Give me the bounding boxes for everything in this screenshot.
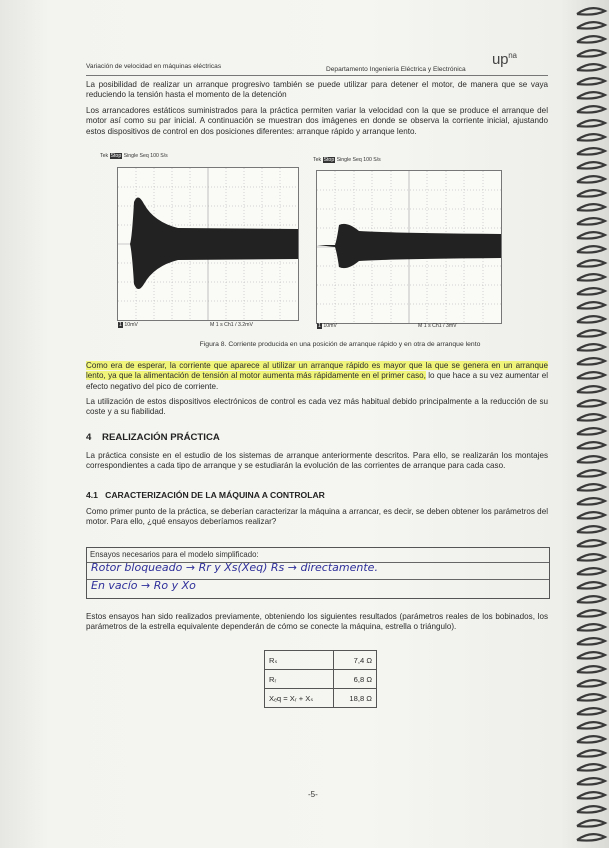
binding-ring xyxy=(577,176,605,182)
param-value: 6,8 Ω xyxy=(334,670,377,689)
binding-ring xyxy=(577,764,605,770)
binding-ring xyxy=(577,232,605,238)
binding-ring xyxy=(577,652,605,658)
scope1-grid xyxy=(118,168,298,320)
handwritten-line-1: Rotor bloqueado → Rr y Xs(Xeq) Rs → directamente. xyxy=(91,561,378,574)
param-value: 7,4 Ω xyxy=(334,651,377,670)
binding-ring xyxy=(577,260,605,266)
binding-ring xyxy=(577,162,605,168)
upna-logo xyxy=(492,51,517,68)
scope2-grid xyxy=(317,171,501,323)
scope2-status-text: Single Seq 100 S/s xyxy=(336,157,381,163)
binding-ring xyxy=(577,372,605,378)
parameters-table xyxy=(264,650,377,708)
binding-ring xyxy=(577,288,605,294)
binding-ring xyxy=(577,190,605,196)
binding-ring xyxy=(577,750,605,756)
scope2-status xyxy=(313,157,381,163)
binding-ring xyxy=(577,78,605,84)
binding-ring xyxy=(577,316,605,322)
scope2-readout xyxy=(317,323,337,329)
binding-ring xyxy=(577,8,605,14)
answer-box[interactable] xyxy=(86,547,550,599)
section-41-heading xyxy=(86,490,325,500)
param-key: Xₑq = Xᵣ + Xₛ xyxy=(265,689,334,708)
param-value: 18,8 Ω xyxy=(334,689,377,708)
scope1-ch: 1 xyxy=(119,322,122,328)
binding-ring xyxy=(577,456,605,462)
binding-ring xyxy=(577,218,605,224)
binding-ring xyxy=(577,134,605,140)
binding-ring xyxy=(577,722,605,728)
binding-ring xyxy=(577,638,605,644)
paragraph-3-rest: lo que hace a su vez aumentar el efecto negativo del pico de corriente. xyxy=(86,371,549,391)
binding-ring xyxy=(577,554,605,560)
paragraph-4: La utilización de estos dispositivos electrónicos de control es cada vez más habitual debido principalmente a la reducción de su coste y a su fiabilidad. xyxy=(86,397,548,417)
logo-main: up xyxy=(492,51,509,68)
binding-ring xyxy=(577,274,605,280)
page-number: -5- xyxy=(308,790,318,799)
scope1-mode: Stop xyxy=(110,153,122,159)
binding-ring xyxy=(577,708,605,714)
binding-ring xyxy=(577,526,605,532)
scope2-screen xyxy=(316,170,502,324)
binding-ring xyxy=(577,302,605,308)
scope2-timebase: M 1 s Ch1 / 3mV xyxy=(418,323,457,329)
table-row xyxy=(265,651,377,670)
table-row xyxy=(265,670,377,689)
binding-ring xyxy=(577,64,605,70)
binding-ring xyxy=(577,666,605,672)
binding-ring xyxy=(577,428,605,434)
table-row xyxy=(265,689,377,708)
param-key: Rᵣ xyxy=(265,670,334,689)
header-left: Variación de velocidad en máquinas eléctricas xyxy=(86,63,222,70)
answer-box-label: Ensayos necesarios para el modelo simplificado: xyxy=(90,550,259,559)
scope2-brand: Tek xyxy=(313,157,322,163)
binding-ring xyxy=(577,792,605,798)
binding-ring xyxy=(577,498,605,504)
binding-ring xyxy=(577,624,605,630)
section-4-number: 4 xyxy=(86,432,92,443)
scope2-scale: 10mV xyxy=(323,323,337,329)
paragraph-2: Los arrancadores estáticos suministrados para la práctica permiten variar la velocidad con la que se produce el arranque del motor así como su par inicial. A continuación se muestran dos imágenes en donde se observa la corriente inicial, ajustando estos dispositivos de control en dos posiciones diferentes: arranque rápido y arranque lento. xyxy=(86,106,548,136)
binding-ring xyxy=(577,834,605,840)
highlighted-text: Como era de esperar, la corriente que aparece al utilizar un arranque rápido es mayor que la que se genera en un arranque lento, ya que la alimentación de tensión al motor aumenta más rápidamente en el primer caso, xyxy=(86,361,548,381)
scope1-screen xyxy=(117,167,299,321)
binding-ring xyxy=(577,22,605,28)
section-41-title: CARACTERIZACIÓN DE LA MÁQUINA A CONTROLAR xyxy=(105,490,325,500)
scope2-mode: Stop xyxy=(323,157,335,163)
scope1-scale: 10mV xyxy=(124,322,138,328)
binding-ring xyxy=(577,512,605,518)
header-divider xyxy=(86,75,548,76)
scope1-timebase: M 1 s Ch1 / 3.2mV xyxy=(210,322,253,328)
binding-ring xyxy=(577,106,605,112)
figure-caption: Figura 8. Corriente producida en una posición de arranque rápido y en otra de arranque lento xyxy=(199,341,481,348)
handwritten-line-2: En vacío → Ro y Xo xyxy=(91,579,196,592)
binding-ring xyxy=(577,596,605,602)
paragraph-5: La práctica consiste en el estudio de los sistemas de arranque anteriormente descritos. Para ello, se realizarán los montajes correspondientes a cada tipo de arranque y se estudiarán la evolución de las corrientes de arranque para cada caso. xyxy=(86,451,548,471)
binding-ring xyxy=(577,204,605,210)
scope1-status-text: Single Seq 100 S/s xyxy=(123,153,168,159)
binding-ring xyxy=(577,610,605,616)
binding-ring xyxy=(577,470,605,476)
paragraph-6: Como primer punto de la práctica, se deberían caracterizar la máquina a arrancar, es decir, se deben obtener los parámetros del motor. Para ello, ¿qué ensayos deberíamos realizar? xyxy=(86,507,548,527)
logo-sup: na xyxy=(508,51,517,60)
section-4-title: REALIZACIÓN PRÁCTICA xyxy=(102,432,220,443)
binding-ring xyxy=(577,694,605,700)
binding-ring xyxy=(577,540,605,546)
section-41-number: 4.1 xyxy=(86,490,98,500)
param-key: Rₛ xyxy=(265,651,334,670)
binding-ring xyxy=(577,92,605,98)
scope1-brand: Tek xyxy=(100,153,109,159)
binding-ring xyxy=(577,50,605,56)
section-4-heading xyxy=(86,432,220,443)
binding-ring xyxy=(577,806,605,812)
scope1-status xyxy=(100,153,168,159)
paragraph-3 xyxy=(86,361,548,392)
binding-ring xyxy=(577,484,605,490)
binding-ring xyxy=(577,120,605,126)
paragraph-7: Estos ensayos han sido realizados previamente, obteniendo los siguientes resultados (parámetros reales de los bobinados, los parámetros de la estrella equivalente dependerán de cómo se conecte la máquina, estrella o triángulo). xyxy=(86,612,548,632)
binding-ring xyxy=(577,330,605,336)
binding-ring xyxy=(577,36,605,42)
binding-ring xyxy=(577,778,605,784)
scope2-ch: 1 xyxy=(318,323,321,329)
scope1-readout xyxy=(118,322,138,328)
binding-ring xyxy=(577,246,605,252)
binding-ring xyxy=(577,736,605,742)
binding-ring xyxy=(577,820,605,826)
binding-ring xyxy=(577,680,605,686)
binding-ring xyxy=(577,442,605,448)
binding-ring xyxy=(577,414,605,420)
spiral-binding xyxy=(573,0,609,848)
header-right: Departamento Ingeniería Eléctrica y Electrónica xyxy=(326,66,466,73)
binding-ring xyxy=(577,400,605,406)
binding-ring xyxy=(577,386,605,392)
binding-ring xyxy=(577,148,605,154)
paragraph-1: La posibilidad de realizar un arranque progresivo también se puede utilizar para detener el motor, de manera que se vaya reduciendo la tensión hasta el momento de la detención xyxy=(86,80,548,100)
binding-ring xyxy=(577,344,605,350)
binding-ring xyxy=(577,568,605,574)
binding-ring xyxy=(577,358,605,364)
binding-ring xyxy=(577,582,605,588)
